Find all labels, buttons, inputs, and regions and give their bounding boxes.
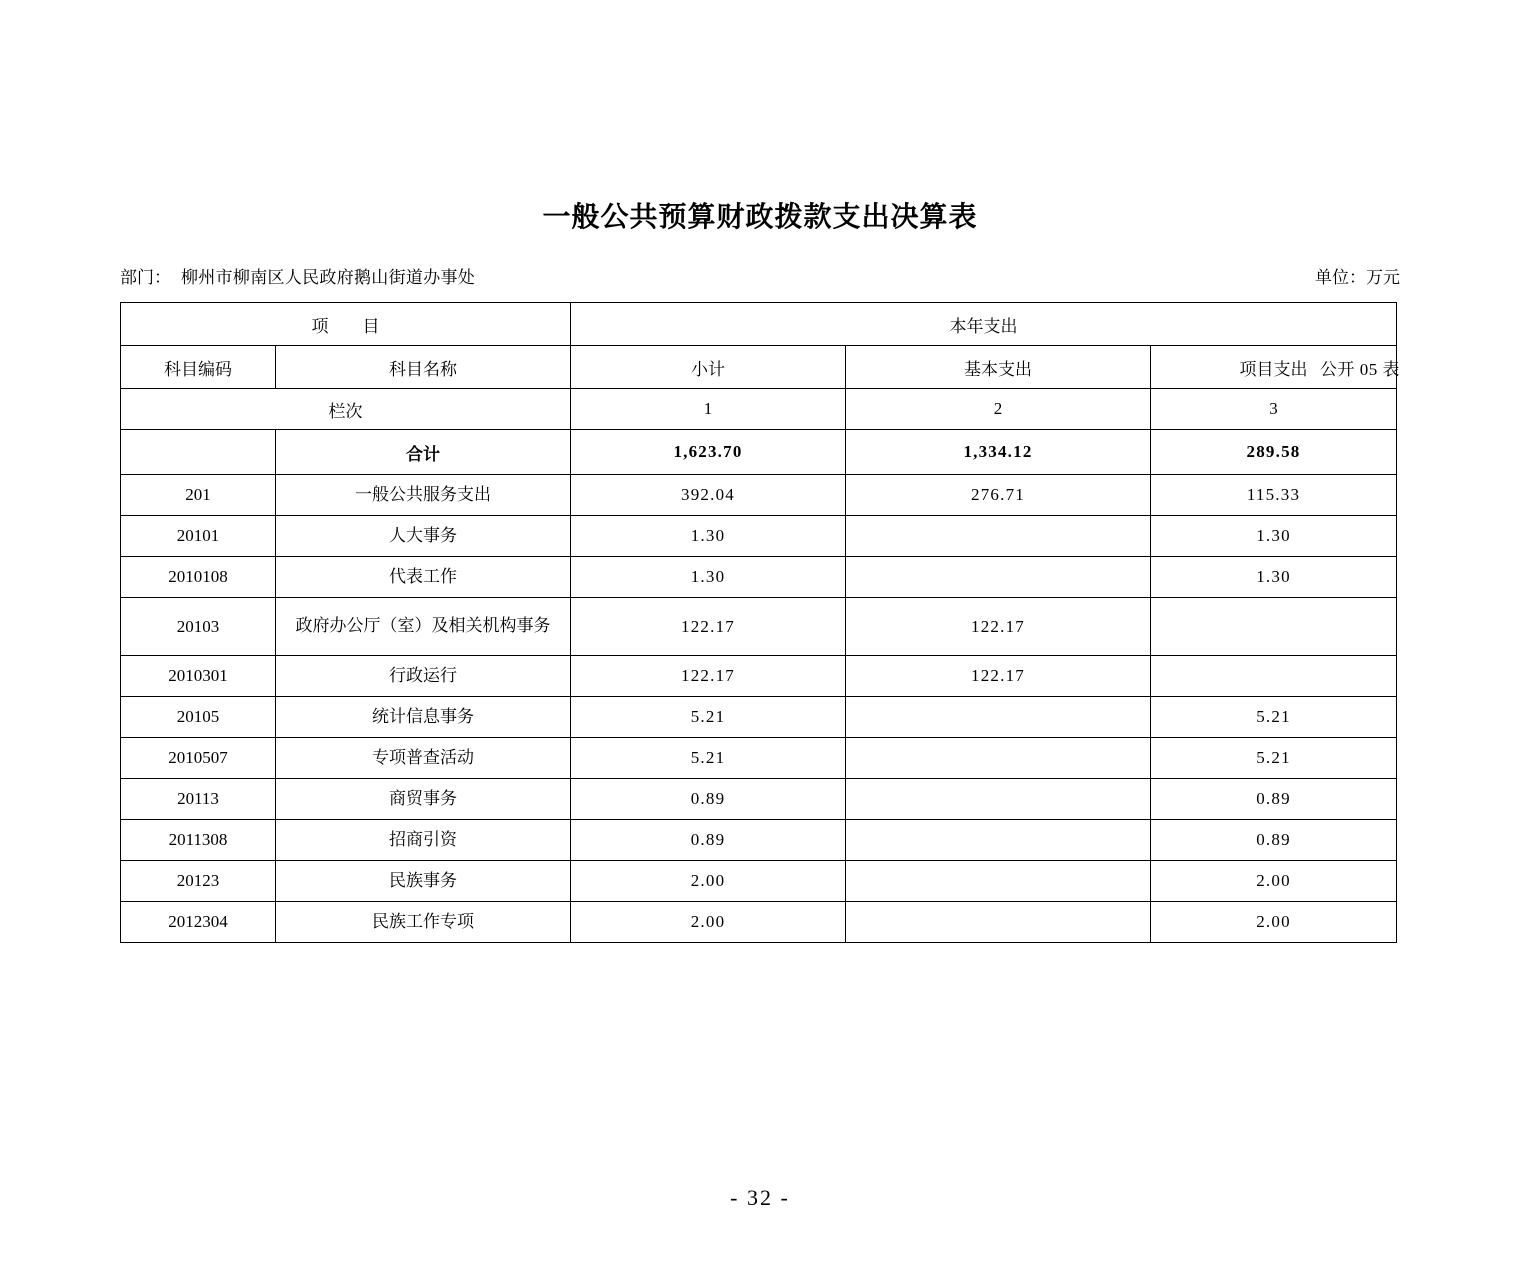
column-index-2: 2 (846, 389, 1151, 430)
row-code: 20101 (121, 516, 276, 557)
group-header-item: 项 目 (121, 303, 571, 346)
row-code: 2010108 (121, 557, 276, 598)
row-subtotal: 122.17 (571, 598, 846, 656)
table-row (121, 738, 1397, 779)
row-name: 行政运行 (276, 656, 571, 697)
table-row (121, 861, 1397, 902)
table-row (121, 820, 1397, 861)
row-name: 统计信息事务 (276, 697, 571, 738)
total-code-cell (121, 430, 276, 475)
department-name: 柳州市柳南区人民政府鹅山街道办事处 (181, 268, 476, 287)
row-basic (846, 557, 1151, 598)
row-subtotal: 2.00 (571, 902, 846, 943)
row-name: 招商引资 (276, 820, 571, 861)
table-row (121, 557, 1397, 598)
row-project: 0.89 (1151, 820, 1397, 861)
column-header-code: 科目编码 (121, 346, 276, 389)
row-basic (846, 779, 1151, 820)
row-project: 0.89 (1151, 779, 1397, 820)
total-subtotal: 1,623.70 (571, 430, 846, 475)
column-header-subtotal: 小计 (571, 346, 846, 389)
table-group-header-row (121, 303, 1397, 346)
column-index-label: 栏次 (121, 389, 571, 430)
page-title: 一般公共预算财政拨款支出决算表 (542, 202, 978, 233)
row-basic (846, 902, 1151, 943)
row-code: 2012304 (121, 902, 276, 943)
column-header-basic: 基本支出 (846, 346, 1151, 389)
row-code: 20103 (121, 598, 276, 656)
row-name: 专项普查活动 (276, 738, 571, 779)
department-info (120, 263, 475, 288)
row-project (1151, 656, 1397, 697)
row-project: 1.30 (1151, 516, 1397, 557)
row-code: 2010301 (121, 656, 276, 697)
document-meta (120, 263, 1400, 288)
row-name: 商贸事务 (276, 779, 571, 820)
row-basic (846, 738, 1151, 779)
table-row (121, 697, 1397, 738)
table-row (121, 902, 1397, 943)
row-code: 2011308 (121, 820, 276, 861)
row-subtotal: 5.21 (571, 697, 846, 738)
row-subtotal: 5.21 (571, 738, 846, 779)
total-project: 289.58 (1151, 430, 1397, 475)
row-name: 人大事务 (276, 516, 571, 557)
row-basic (846, 516, 1151, 557)
row-project: 1.30 (1151, 557, 1397, 598)
table-row (121, 516, 1397, 557)
row-subtotal: 0.89 (571, 779, 846, 820)
row-basic (846, 820, 1151, 861)
row-subtotal: 2.00 (571, 861, 846, 902)
row-subtotal: 1.30 (571, 557, 846, 598)
row-code: 20113 (121, 779, 276, 820)
row-subtotal: 1.30 (571, 516, 846, 557)
column-index-3: 3 (1151, 389, 1397, 430)
table-total-row (121, 430, 1397, 475)
table-row (121, 779, 1397, 820)
row-project: 2.00 (1151, 902, 1397, 943)
table-row (121, 656, 1397, 697)
row-code: 20123 (121, 861, 276, 902)
column-header-name: 科目名称 (276, 346, 571, 389)
row-basic (846, 861, 1151, 902)
row-project (1151, 598, 1397, 656)
department-label: 部门： (120, 268, 171, 287)
row-name: 民族事务 (276, 861, 571, 902)
row-basic (846, 697, 1151, 738)
row-name: 政府办公厅（室）及相关机构事务 (276, 598, 571, 656)
row-name: 民族工作专项 (276, 902, 571, 943)
row-code: 201 (121, 475, 276, 516)
row-basic: 122.17 (846, 656, 1151, 697)
row-basic: 122.17 (846, 598, 1151, 656)
budget-expenditure-table (120, 302, 1397, 943)
form-code-label: 公开 05 表 (1320, 360, 1400, 379)
row-basic: 276.71 (846, 475, 1151, 516)
row-project: 115.33 (1151, 475, 1397, 516)
row-name: 代表工作 (276, 557, 571, 598)
row-subtotal: 392.04 (571, 475, 846, 516)
row-project: 5.21 (1151, 738, 1397, 779)
column-index-1: 1 (571, 389, 846, 430)
total-basic: 1,334.12 (846, 430, 1151, 475)
group-header-current-year: 本年支出 (571, 303, 1397, 346)
row-name: 一般公共服务支出 (276, 475, 571, 516)
row-subtotal: 122.17 (571, 656, 846, 697)
unit-note: 单位：万元 (1315, 268, 1400, 287)
page-number: - 32 - (730, 1185, 790, 1210)
row-code: 2010507 (121, 738, 276, 779)
table-row (121, 475, 1397, 516)
row-project: 2.00 (1151, 861, 1397, 902)
row-subtotal: 0.89 (571, 820, 846, 861)
row-code: 20105 (121, 697, 276, 738)
table-column-index-row (121, 389, 1397, 430)
column-header-project: 项目支出 (1151, 346, 1397, 389)
document-page (0, 195, 1520, 1269)
table-column-header-row (121, 346, 1397, 389)
table-row (121, 598, 1397, 656)
row-project: 5.21 (1151, 697, 1397, 738)
total-label: 合计 (276, 430, 571, 475)
